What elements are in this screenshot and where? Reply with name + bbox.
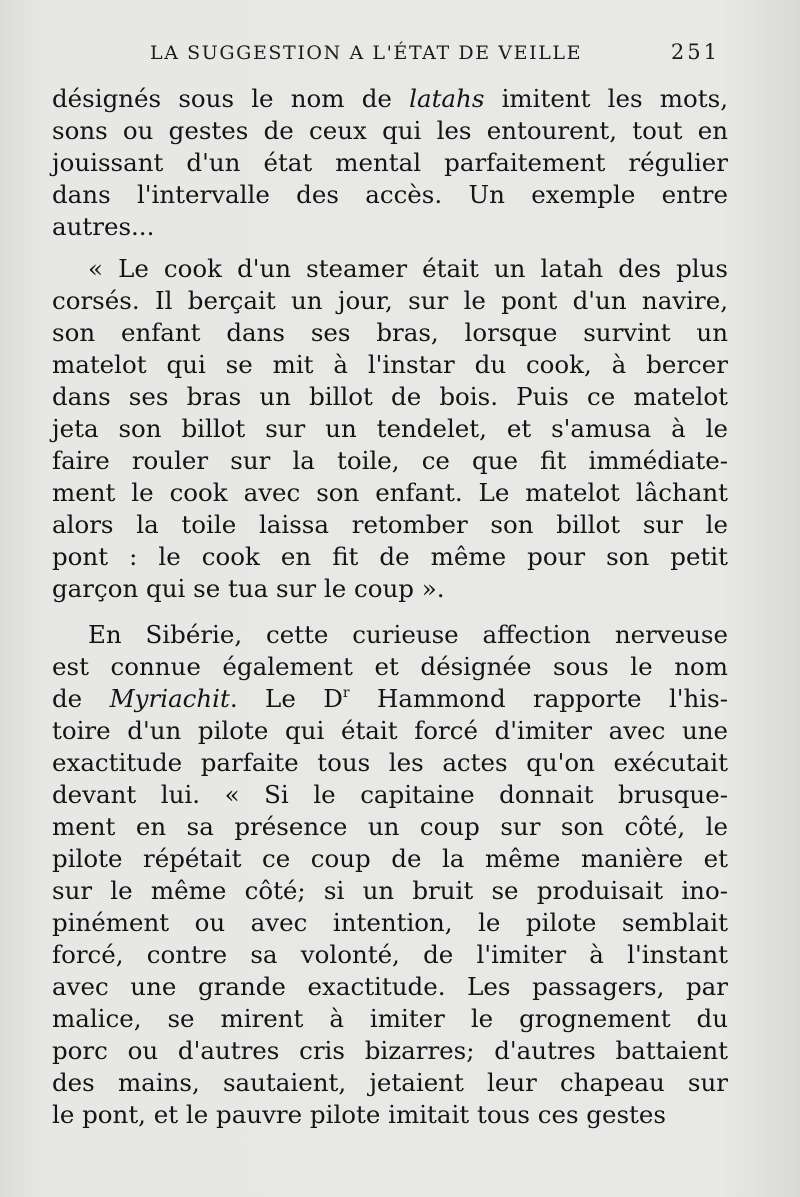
text-line bbox=[52, 651, 728, 683]
text-line bbox=[52, 253, 728, 285]
body-text bbox=[52, 83, 728, 1131]
text-run: autres... bbox=[52, 212, 155, 241]
text-line bbox=[52, 1035, 728, 1067]
text-line bbox=[52, 875, 728, 907]
text-run: pont : le cook en fit de même pour son petit bbox=[52, 542, 728, 571]
running-head: LA SUGGESTION A L'ÉTAT DE VEILLE bbox=[150, 42, 583, 64]
text-run: son enfant dans ses bras, lorsque survint un bbox=[52, 318, 728, 347]
text-line bbox=[52, 1099, 728, 1131]
text-run: Hammond rapporte l'his- bbox=[349, 684, 728, 713]
text-run: jeta son billot sur un tendelet, et s'amusa à le bbox=[52, 414, 728, 443]
text-run: sur le même côté; si un bruit se produisait ino- bbox=[52, 876, 728, 905]
page-number: 251 bbox=[670, 40, 720, 64]
paragraph bbox=[52, 619, 728, 1131]
text-run: le pont, et le pauvre pilote imitait tous ces gestes bbox=[52, 1100, 666, 1129]
italic-term: Myriachit bbox=[109, 684, 230, 713]
text-line bbox=[52, 747, 728, 779]
text-line bbox=[52, 179, 728, 211]
text-run: toire d'un pilote qui était forcé d'imiter avec une bbox=[52, 716, 728, 745]
text-line bbox=[52, 811, 728, 843]
text-run: En Sibérie, cette curieuse affection nerveuse bbox=[88, 620, 728, 649]
text-line bbox=[52, 413, 728, 445]
text-line bbox=[52, 715, 728, 747]
text-line bbox=[52, 83, 728, 115]
paragraph bbox=[52, 83, 728, 243]
text-line bbox=[52, 939, 728, 971]
text-run: jouissant d'un état mental parfaitement régulier bbox=[52, 148, 728, 177]
text-run: de bbox=[52, 684, 110, 713]
text-run: porc ou d'autres cris bizarres; d'autres battaient bbox=[52, 1036, 728, 1065]
text-line bbox=[52, 445, 728, 477]
text-run: ment le cook avec son enfant. Le matelot lâchant bbox=[52, 478, 728, 507]
text-run: pilote répétait ce coup de la même manière et bbox=[52, 844, 728, 873]
text-line bbox=[52, 541, 728, 573]
text-run: des mains, sautaient, jetaient leur chapeau sur bbox=[52, 1068, 728, 1097]
superscript: r bbox=[342, 685, 350, 701]
text-run: dans ses bras un billot de bois. Puis ce matelot bbox=[52, 382, 728, 411]
text-line bbox=[52, 843, 728, 875]
text-line bbox=[52, 285, 728, 317]
text-run: pinément ou avec intention, le pilote semblait bbox=[52, 908, 728, 937]
text-line bbox=[52, 573, 728, 605]
text-run: faire rouler sur la toile, ce que fit immédiate- bbox=[52, 446, 728, 475]
text-line bbox=[52, 683, 728, 715]
text-line bbox=[52, 147, 728, 179]
text-run: garçon qui se tua sur le coup ». bbox=[52, 574, 445, 603]
text-line bbox=[52, 211, 728, 243]
text-line bbox=[52, 1067, 728, 1099]
text-line bbox=[52, 907, 728, 939]
text-run: est connue également et désignée sous le nom bbox=[52, 652, 728, 681]
text-run: devant lui. « Si le capitaine donnait brusque- bbox=[52, 780, 728, 809]
text-run: sons ou gestes de ceux qui les entourent, tout en bbox=[52, 116, 728, 145]
text-run: corsés. Il berçait un jour, sur le pont d'un navire, bbox=[52, 286, 728, 315]
text-run: alors la toile laissa retomber son billot sur le bbox=[52, 510, 728, 539]
text-run: forcé, contre sa volonté, de l'imiter à l'instant bbox=[52, 940, 728, 969]
text-line bbox=[52, 317, 728, 349]
text-line bbox=[52, 619, 728, 651]
paragraph bbox=[52, 253, 728, 605]
text-run: ment en sa présence un coup sur son côté, le bbox=[52, 812, 728, 841]
text-run: exactitude parfaite tous les actes qu'on exécutait bbox=[52, 748, 728, 777]
text-run: « Le cook d'un steamer était un latah des plus bbox=[88, 254, 728, 283]
text-line bbox=[52, 971, 728, 1003]
text-run: avec une grande exactitude. Les passagers, par bbox=[52, 972, 728, 1001]
text-line bbox=[52, 477, 728, 509]
text-run: imitent les mots, bbox=[484, 84, 728, 113]
text-run: désignés sous le nom de bbox=[52, 84, 410, 113]
text-run: dans l'intervalle des accès. Un exemple entre bbox=[52, 180, 728, 209]
italic-term: latahs bbox=[409, 84, 485, 113]
text-line bbox=[52, 779, 728, 811]
text-line bbox=[52, 509, 728, 541]
page-header bbox=[120, 40, 720, 68]
text-run: malice, se mirent à imiter le grognement du bbox=[52, 1004, 728, 1033]
text-line bbox=[52, 381, 728, 413]
text-line bbox=[52, 115, 728, 147]
text-run: . Le D bbox=[229, 684, 343, 713]
text-run: matelot qui se mit à l'instar du cook, à bercer bbox=[52, 350, 728, 379]
text-line bbox=[52, 1003, 728, 1035]
text-line bbox=[52, 349, 728, 381]
